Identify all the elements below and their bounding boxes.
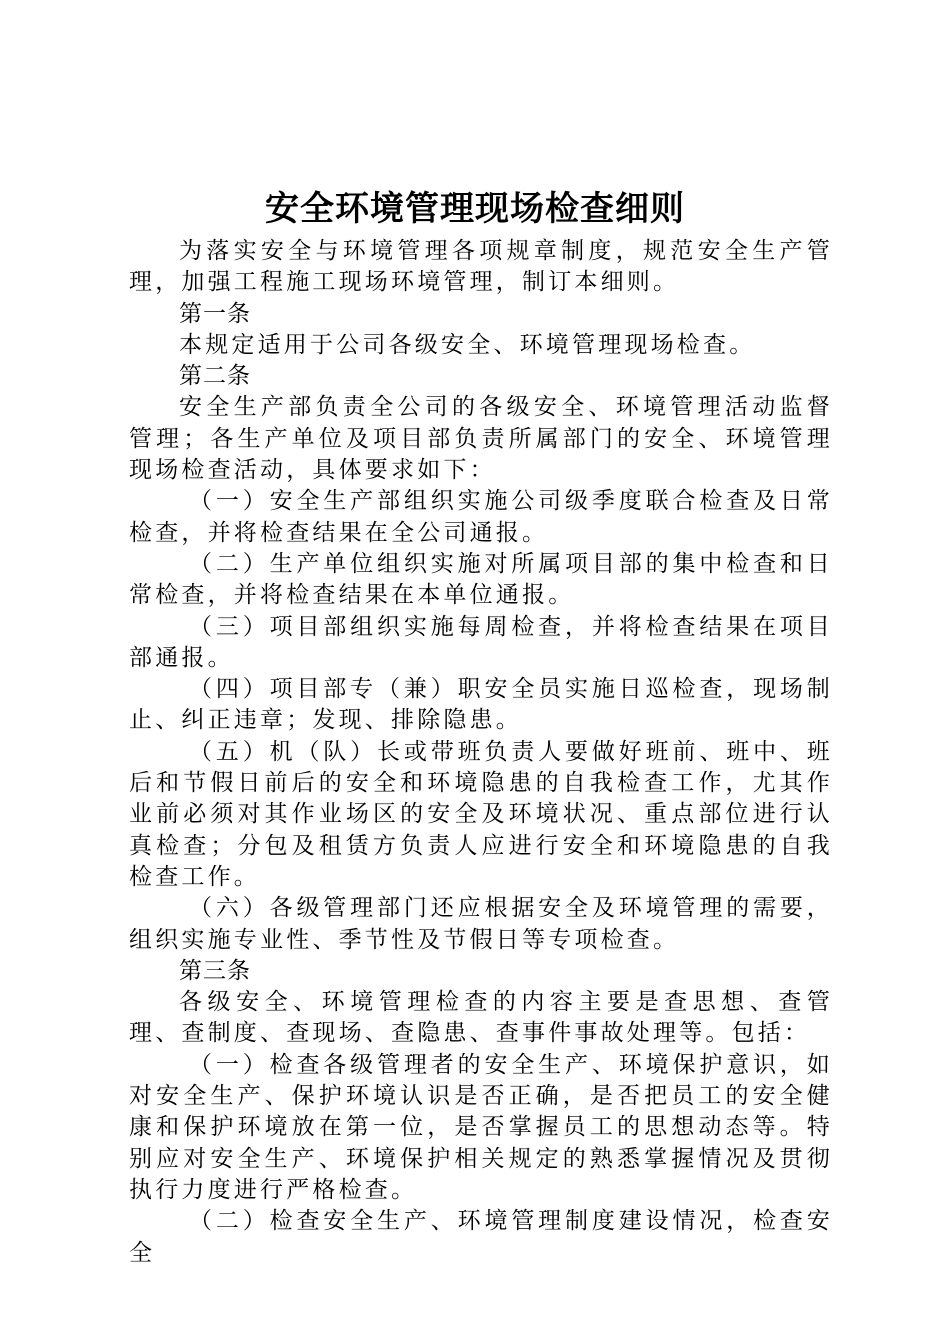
article-2-item-6: （六）各级管理部门还应根据安全及环境管理的需要，组织实施专业性、季节性及节假日等专项检查。 — [129, 895, 833, 953]
article-2-item-1: （一）安全生产部组织实施公司级季度联合检查及日常检查，并将检查结果在全公司通报。 — [129, 488, 833, 546]
article-2-item-3: （三）项目部组织实施每周检查，并将检查结果在项目部通报。 — [129, 613, 833, 671]
article-heading-1: 第一条 — [179, 300, 251, 327]
article-3-item-2: （二）检查安全生产、环境管理制度建设情况，检查安全 — [129, 1208, 833, 1266]
article-2-item-5: （五）机（队）长或带班负责人要做好班前、班中、班后和节假日前后的安全和环境隐患的自我检查工作，尤其作业前必须对其作业场区的安全及环境状况、重点部位进行认真检查；分包及租赁方负责人应进行安全和环境隐患的自我检查工作。 — [129, 738, 833, 890]
article-2-text: 安全生产部负责全公司的各级安全、环境管理活动监督管理；各生产单位及项目部负责所属部门的安全、环境管理现场检查活动，具体要求如下： — [129, 394, 833, 484]
article-2-item-4: （四）项目部专（兼）职安全员实施日巡检查，现场制止、纠正违章；发现、排除隐患。 — [129, 676, 833, 734]
document-title: 安全环境管理现场检查细则 — [265, 189, 685, 229]
article-3-item-1: （一）检查各级管理者的安全生产、环境保护意识，如对安全生产、保护环境认识是否正确，是否把员工的安全健康和保护环境放在第一位，是否掌握员工的思想动态等。特别应对安全生产、环境保护相关规定的熟悉掌握情况及贯彻执行力度进行严格检查。 — [129, 1051, 833, 1203]
article-3-text: 各级安全、环境管理检查的内容主要是查思想、查管理、查制度、查现场、查隐患、查事件事故处理等。包括： — [129, 989, 833, 1047]
article-heading-2: 第二条 — [179, 363, 251, 390]
article-heading-3: 第三条 — [179, 957, 251, 984]
document-body — [129, 236, 833, 1269]
article-1-text: 本规定适用于公司各级安全、环境管理现场检查。 — [179, 331, 756, 358]
intro-paragraph: 为落实安全与环境管理各项规章制度，规范安全生产管理，加强工程施工现场环境管理，制订本细则。 — [129, 238, 833, 296]
article-2-item-2: （二）生产单位组织实施对所属项目部的集中检查和日常检查，并将检查结果在本单位通报。 — [129, 550, 833, 609]
